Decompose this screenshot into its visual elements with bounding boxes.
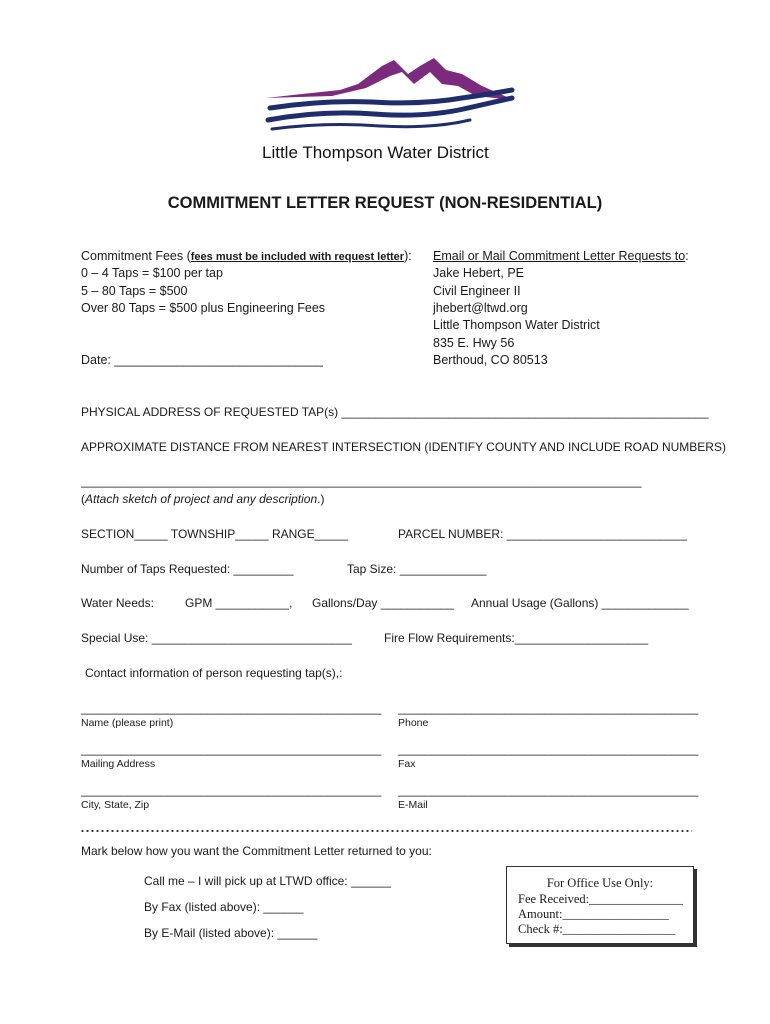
fee-line: 5 – 80 Taps = $500: [81, 284, 188, 298]
return-option-fax[interactable]: By Fax (listed above): ______: [144, 900, 304, 914]
mailing-label: Mailing Address: [81, 758, 156, 770]
fees-label: [81, 249, 412, 263]
district-logo: [262, 50, 522, 136]
contact-email-link[interactable]: jhebert@ltwd.org: [433, 301, 528, 315]
mailing-line[interactable]: _____________________________________________: [81, 742, 382, 756]
fees-label-suffix: ):: [404, 249, 412, 263]
amount-field[interactable]: Amount:_________________: [518, 907, 669, 921]
fee-line: Over 80 Taps = $500 plus Engineering Fees: [81, 301, 326, 315]
check-number-field[interactable]: Check #:__________________: [518, 922, 676, 936]
gpm-field[interactable]: GPM ___________,: [185, 596, 293, 610]
num-taps-field[interactable]: Number of Taps Requested: _________: [81, 562, 294, 576]
mail-to-heading-colon: :: [685, 249, 689, 263]
office-use-heading: For Office Use Only:: [546, 876, 654, 890]
contact-org: Little Thompson Water District: [433, 318, 600, 332]
dotted-divider: [80, 830, 692, 832]
mail-to-heading-text: Email or Mail Commitment Letter Requests to: [433, 249, 686, 263]
phone-line[interactable]: _____________________________________________: [398, 701, 699, 715]
return-option-pickup[interactable]: Call me – I will pick up at LTWD office: ______: [144, 874, 391, 888]
name-line[interactable]: _____________________________________________: [81, 701, 382, 715]
fees-label-prefix: Commitment Fees (: [81, 249, 191, 263]
fee-received-field[interactable]: Fee Received:_______________: [518, 892, 683, 906]
fee-line: 0 – 4 Taps = $100 per tap: [81, 266, 223, 280]
attach-close: .): [317, 492, 325, 506]
gallons-day-field[interactable]: Gallons/Day ___________: [312, 596, 455, 610]
email-line[interactable]: _____________________________________________: [398, 783, 699, 797]
office-use-box: [506, 866, 694, 944]
contact-name: Jake Hebert, PE: [433, 266, 525, 280]
attach-note: [81, 492, 324, 506]
contact-title: Civil Engineer II: [433, 284, 521, 298]
contact-street: 835 E. Hwy 56: [433, 336, 515, 350]
parcel-number-field[interactable]: PARCEL NUMBER: ___________________________: [398, 527, 687, 541]
page-title: COMMITMENT LETTER REQUEST (NON-RESIDENTIAL): [167, 194, 603, 212]
fax-line[interactable]: _____________________________________________: [398, 742, 699, 756]
date-field[interactable]: Date: ______________________________: [81, 353, 323, 367]
phone-label: Phone: [398, 717, 429, 729]
contact-info-label: Contact information of person requesting tap(s),:: [85, 666, 343, 680]
section-township-range-field[interactable]: SECTION_____ TOWNSHIP_____ RANGE_____: [81, 527, 349, 541]
attach-note-text: Attach sketch of project and any description: [85, 492, 318, 506]
tap-size-field[interactable]: Tap Size: _____________: [347, 562, 487, 576]
email-label: E-Mail: [398, 799, 428, 811]
fax-label: Fax: [398, 758, 416, 770]
water-needs-label: Water Needs:: [81, 596, 154, 610]
return-heading: Mark below how you want the Commitment Letter returned to you:: [81, 844, 432, 858]
wave-stroke: [272, 120, 470, 129]
fees-emphasis: fees must be included with request letter: [190, 251, 405, 263]
return-option-email[interactable]: By E-Mail (listed above): ______: [144, 926, 318, 940]
distance-label: APPROXIMATE DISTANCE FROM NEAREST INTERSECTION (IDENTIFY COUNTY AND INCLUDE ROAD NUMBERS): [81, 440, 726, 454]
district-name: Little Thompson Water District: [262, 143, 489, 162]
distance-field[interactable]: ____________________________________________________________________________________: [81, 474, 642, 488]
city-label: City, State, Zip: [81, 799, 150, 811]
city-line[interactable]: _____________________________________________: [81, 783, 382, 797]
name-label: Name (please print): [81, 717, 174, 729]
annual-usage-field[interactable]: Annual Usage (Gallons) _____________: [471, 596, 689, 610]
mail-to-heading: [433, 249, 689, 263]
fire-flow-field[interactable]: Fire Flow Requirements:____________________: [384, 631, 649, 645]
contact-city: Berthoud, CO 80513: [433, 353, 548, 367]
attach-open: (: [81, 492, 85, 506]
special-use-field[interactable]: Special Use: ______________________________: [81, 631, 352, 645]
physical-address-field[interactable]: PHYSICAL ADDRESS OF REQUESTED TAP(s) _______________________________________________________: [81, 405, 709, 419]
